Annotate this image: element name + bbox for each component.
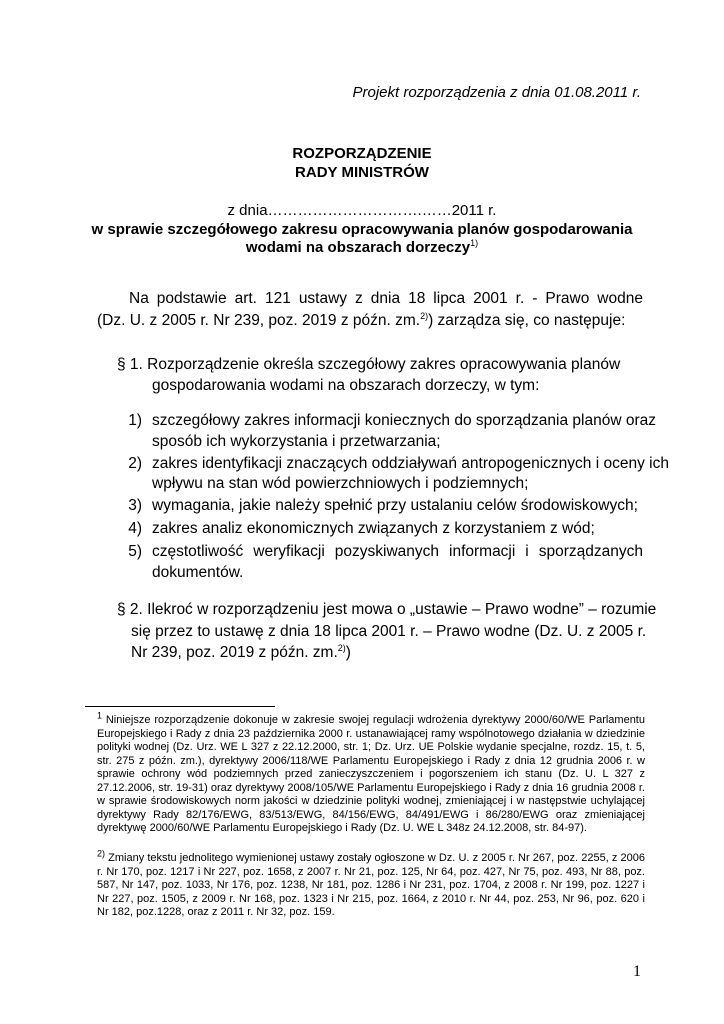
footnote-text: Niniejsze rozporządzenie dokonuje w zakresie swojej regulacji wdrożenia dyrektywy 2000/60/WE Parlamentu Europejskiego i Rady z dnia 23 października 2000 r. ustanawiającej ramy wspólnotowego działania w dziedzinie polityki wodnej (Dz. Urz. WE L 327 z 22.12.2000, str. 1; Dz. Urz. UE Polskie wydanie specjalne, rozdz. 15, t. 5, str. 275 z późn. zm.), dyrektywy 2006/118/WE Parlamentu Europejskiego i Rady z dnia 12 grudnia 2006 r. w sprawie ochrony wód podziemnych przed zanieczyszczeniem i pogorszeniem ich stanu (Dz. U. L 327 z 27.12.2006, str. 19-31) oraz dyrektywy 2008/105/WE Parlamentu Europejskiego i Rady z dnia 16 grudnia 2008 r. w sprawie środowiskowych norm jakości w dziedzinie polityki wodnej, zmieniającej i w następstwie uchylającej dyrektywy Rady 82/176/EWG, 83/513/EWG, 84/156/EWG, 84/491/EWG i 86/280/EWG oraz zmieniającej dyrektywę 2000/60/WE Parlamentu Europejskiego i Rady (Dz. U. WE L 348z 24.12.2008, str. 84-97). (97, 714, 645, 834)
list-item-text: częstotliwość weryfikacji pozyskiwanych informacji i sporządzanych (152, 543, 643, 560)
paragraph-1-line2: gospodarowania wodami na obszarach dorzeczy, w tym: (152, 377, 540, 394)
subject-line2 (0, 239, 724, 257)
list-item-text: szczegółowy zakres informacji koniecznych do sporządzania planów oraz (152, 412, 656, 429)
preamble-line1: Na podstawie art. 121 ustawy z dnia 18 lipca 2001 r. - Prawo wodne (129, 290, 643, 307)
doc-title-line2: RADY MINISTRÓW (295, 164, 429, 181)
list-item-text: wpływu na stan wód powierzchniowych i podziemnych; (152, 475, 529, 492)
list-item-number: 5) (128, 543, 142, 560)
preamble-line2-end: ) zarządza się, co następuje: (428, 312, 626, 329)
paragraph-2-line3-text: Nr 239, poz. 2019 z późn. zm. (131, 644, 338, 661)
list-item-text: dokumentów. (152, 564, 244, 581)
list-item-text: wymagania, jakie należy spełnić przy ustalaniu celów środowiskowych; (152, 497, 638, 514)
list-item-number: 2) (128, 455, 142, 472)
subject-line2-text: wodami na obszarach dorzeczy (245, 239, 471, 256)
footnote-ref-1: 1) (470, 238, 479, 248)
footnote-separator (85, 706, 275, 707)
list-item-text: zakres identyfikacji znaczących oddziaływań antropogenicznych i oceny ich (152, 455, 669, 472)
preamble-line2-text: (Dz. U. z 2005 r. Nr 239, poz. 2019 z późn. zm. (97, 312, 421, 329)
dateline: z dnia………………………….……2011 r. (227, 202, 497, 219)
list-item-text: sposób ich wykorzystania i przetwarzania; (152, 433, 441, 450)
page-number: 1 (633, 963, 641, 980)
footnote-mark: 1 (97, 710, 103, 721)
footnote-ref-2a: 2) (420, 310, 429, 321)
list-item-number: 4) (128, 520, 142, 537)
paragraph-1-line1: § 1. Rozporządzenie określa szczegółowy zakres opracowywania planów (117, 356, 621, 373)
paragraph-2-line2: się przez to ustawę z dnia 18 lipca 2001 r. – Prawo wodne (Dz. U. z 2005 r. (131, 623, 647, 640)
footnote-ref-2b: 2) (337, 642, 346, 653)
paragraph-2-line3-end: ) (345, 644, 351, 661)
list-item-number: 1) (128, 412, 142, 429)
doc-title-line1: ROZPORZĄDZENIE (292, 145, 432, 162)
footnote-1 (97, 710, 645, 836)
paragraph-2-line1: § 2. Ilekroć w rozporządzeniu jest mowa o „ustawie – Prawo wodne” – rozumie (117, 601, 657, 618)
footnote-mark: 2) (97, 848, 106, 859)
subject-line1: w sprawie szczegółowego zakresu opracowywania planów gospodarowania (91, 221, 633, 238)
preamble-line2 (97, 312, 625, 330)
subject (0, 221, 724, 257)
draft-note: Projekt rozporządzenia z dnia 01.08.2011 r. (352, 84, 641, 101)
footnote-2 (97, 848, 645, 920)
list-item-text: zakres analiz ekonomicznych związanych z korzystaniem z wód; (152, 520, 595, 537)
list-item-number: 3) (128, 497, 142, 514)
paragraph-2-line3 (131, 644, 351, 662)
footnote-text: Zmiany tekstu jednolitego wymienionej ustawy zostały ogłoszone w Dz. U. z 2005 r. Nr 267, poz. 2255, z 2006 r. Nr 170, poz. 1217 i Nr 227, poz. 1658, z 2007 r. Nr 21, poz. 125, Nr 64, poz. 427, Nr 75, poz. 493, Nr 88, poz. 587, Nr 147, poz. 1033, Nr 176, poz. 1238, Nr 181, poz. 1286 i Nr 231, poz. 1704, z 2008 r. Nr 199, poz. 1227 i Nr 227, poz. 1505, z 2009 r. Nr 168, poz. 1323 i Nr 215, poz. 1664, z 2010 r. Nr 44, poz. 253, Nr 96, poz. 620 i Nr 182, poz.1228, oraz z 2011 r. Nr 32, poz. 159. (97, 852, 645, 918)
